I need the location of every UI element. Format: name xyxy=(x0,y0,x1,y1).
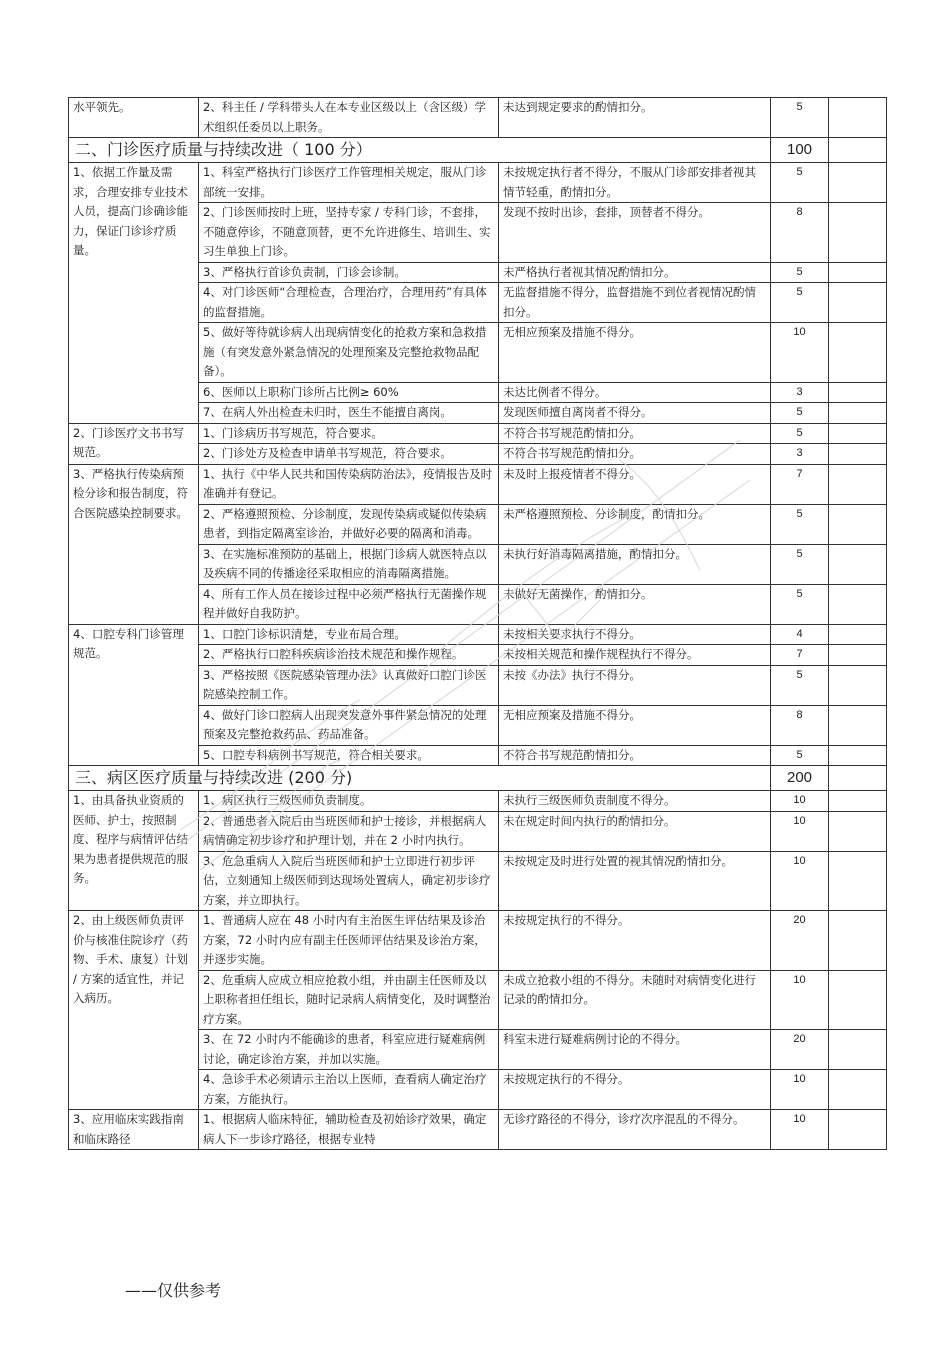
remark-cell xyxy=(829,138,887,163)
remark-cell xyxy=(829,403,887,424)
remark-cell xyxy=(829,262,887,283)
standard-cell: 3、严格执行首诊负责制，门诊会诊制。 xyxy=(199,262,499,283)
remark-cell xyxy=(829,1070,887,1110)
deduction-cell: 发现不按时出诊，套排，顶替者不得分。 xyxy=(499,203,771,263)
deduction-cell: 未按规定执行的不得分。 xyxy=(499,911,771,971)
standard-cell: 2、严格执行口腔科疾病诊治技术规范和操作规程。 xyxy=(199,645,499,666)
remark-cell xyxy=(829,98,887,138)
deduction-cell: 未执行三级医师负责制度不得分。 xyxy=(499,791,771,812)
deduction-cell: 未成立抢救小组的不得分。未随时对病情变化进行记录的酌情扣分。 xyxy=(499,970,771,1030)
remark-cell xyxy=(829,444,887,465)
score-cell: 5 xyxy=(771,262,829,283)
standard-cell: 1、病区执行三级医师负责制度。 xyxy=(199,791,499,812)
deduction-cell: 不符合书写规范酌情扣分。 xyxy=(499,423,771,444)
deduction-cell: 科室未进行疑难病例讨论的不得分。 xyxy=(499,1030,771,1070)
score-cell: 5 xyxy=(771,423,829,444)
remark-cell xyxy=(829,504,887,544)
score-cell: 5 xyxy=(771,665,829,705)
score-cell: 5 xyxy=(771,504,829,544)
score-cell: 5 xyxy=(771,283,829,323)
standard-cell: 1、普通病人应在 48 小时内有主治医生评估结果及诊治方案，72 小时内应有副主任医师评估结果及诊治方案，并逐步实施。 xyxy=(199,911,499,971)
remark-cell xyxy=(829,1110,887,1150)
standard-cell: 2、门诊医师按时上班，坚持专家 / 专科门诊，不套排，不随意停诊，不随意顶替，更不允许进修生、培训生、实习生单独上门诊。 xyxy=(199,203,499,263)
deduction-cell: 未按规定及时进行处置的视其情况酌情扣分。 xyxy=(499,851,771,911)
deduction-cell: 无监督措施不得分，监督措施不到位者视情况酌情扣分。 xyxy=(499,283,771,323)
deduction-cell: 不符合书写规范酌情扣分。 xyxy=(499,444,771,465)
score-cell: 7 xyxy=(771,464,829,504)
deduction-cell: 未达到规定要求的酌情扣分。 xyxy=(499,98,771,138)
score-cell: 5 xyxy=(771,163,829,203)
standard-cell: 5、做好等待就诊病人出现病情变化的抢救方案和急救措施（有突发意外紧急情况的处理预案及完整抢救物品配备）。 xyxy=(199,323,499,383)
score-cell: 5 xyxy=(771,98,829,138)
category-cell: 1、由具备执业资质的医师、护士，按照制度、程序与病情评估结果为患者提供规范的服务。 xyxy=(69,791,199,911)
category-cell: 3、应用临床实践指南和临床路径 xyxy=(69,1110,199,1150)
remark-cell xyxy=(829,323,887,383)
standard-cell: 2、普通患者入院后由当班医师和护士接诊，并根据病人病情确定初步诊疗和护理计划，并在 2 小时内执行。 xyxy=(199,811,499,851)
remark-cell xyxy=(829,203,887,263)
standard-cell: 1、科室严格执行门诊医疗工作管理相关规定，服从门诊部统一安排。 xyxy=(199,163,499,203)
table-row xyxy=(69,163,887,203)
remark-cell xyxy=(829,766,887,791)
standard-cell: 6、医师以上职称门诊所占比例≥ 60% xyxy=(199,382,499,403)
remark-cell xyxy=(829,705,887,745)
score-cell: 10 xyxy=(771,970,829,1030)
table-row xyxy=(69,624,887,645)
deduction-cell: 未按相关规范和操作规程执行不得分。 xyxy=(499,645,771,666)
deduction-cell: 未按相关要求执行不得分。 xyxy=(499,624,771,645)
standard-cell: 2、门诊处方及检查申请单书写规范，符合要求。 xyxy=(199,444,499,465)
standard-cell: 4、对门诊医师“合理检查，合理治疗，合理用药”有具体的监督措施。 xyxy=(199,283,499,323)
evaluation-table xyxy=(68,97,887,1150)
score-cell: 8 xyxy=(771,705,829,745)
section-total-score: 200 xyxy=(771,766,829,791)
score-cell: 10 xyxy=(771,811,829,851)
deduction-cell: 未执行好消毒隔离措施，酌情扣分。 xyxy=(499,544,771,584)
category-cell: 4、口腔专科门诊管理规范。 xyxy=(69,624,199,766)
table-row xyxy=(69,791,887,812)
deduction-cell: 未严格遵照预检、分诊制度，酌情扣分。 xyxy=(499,504,771,544)
remark-cell xyxy=(829,423,887,444)
deduction-cell: 未做好无菌操作，酌情扣分。 xyxy=(499,584,771,624)
deduction-cell: 未及时上报疫情者不得分。 xyxy=(499,464,771,504)
score-cell: 20 xyxy=(771,1030,829,1070)
remark-cell xyxy=(829,645,887,666)
deduction-cell: 不符合书写规范酌情扣分。 xyxy=(499,745,771,766)
section-title: 三、病区医疗质量与持续改进 (200 分) xyxy=(69,766,771,791)
remark-cell xyxy=(829,1030,887,1070)
deduction-cell: 未在规定时间内执行的酌情扣分。 xyxy=(499,811,771,851)
score-cell: 7 xyxy=(771,645,829,666)
section-header-row xyxy=(69,766,887,791)
score-cell: 5 xyxy=(771,745,829,766)
standard-cell: 2、严格遵照预检、分诊制度，发现传染病或疑似传染病患者，到指定隔离室诊治，并做好必要的隔离和消毒。 xyxy=(199,504,499,544)
score-cell: 4 xyxy=(771,624,829,645)
table-row xyxy=(69,98,887,138)
remark-cell xyxy=(829,811,887,851)
category-cell: 2、门诊医疗文书书写规范。 xyxy=(69,423,199,464)
remark-cell xyxy=(829,911,887,971)
deduction-cell: 未按规定执行的不得分。 xyxy=(499,1070,771,1110)
remark-cell xyxy=(829,163,887,203)
section-title: 二、门诊医疗质量与持续改进（ 100 分） xyxy=(69,138,771,163)
score-cell: 20 xyxy=(771,911,829,971)
remark-cell xyxy=(829,544,887,584)
remark-cell xyxy=(829,584,887,624)
deduction-cell: 未按规定执行者不得分，不服从门诊部安排者视其情节轻重，酌情扣分。 xyxy=(499,163,771,203)
standard-cell: 1、执行《中华人民共和国传染病防治法》，疫情报告及时准确并有登记。 xyxy=(199,464,499,504)
score-cell: 10 xyxy=(771,791,829,812)
standard-cell: 5、口腔专科病例书写规范，符合相关要求。 xyxy=(199,745,499,766)
remark-cell xyxy=(829,283,887,323)
deduction-cell: 发现医师擅自离岗者不得分。 xyxy=(499,403,771,424)
category-cell: 2、由上级医师负责评价与核准住院诊疗（药物、手术、康复）计划 / 方案的适宜性，并记入病历。 xyxy=(69,911,199,1110)
score-cell: 10 xyxy=(771,1070,829,1110)
standard-cell: 2、危重病人应成立相应抢救小组，并由副主任医师及以上职称者担任组长，随时记录病人病情变化，及时调整治疗方案。 xyxy=(199,970,499,1030)
score-cell: 10 xyxy=(771,851,829,911)
remark-cell xyxy=(829,851,887,911)
category-cell: 1、依据工作量及需求，合理安排专业技术人员，提高门诊确诊能力，保证门诊诊疗质量。 xyxy=(69,163,199,424)
score-cell: 3 xyxy=(771,444,829,465)
deduction-cell: 未按《办法》执行不得分。 xyxy=(499,665,771,705)
standard-cell: 4、所有工作人员在接诊过程中必须严格执行无菌操作规程并做好自我防护。 xyxy=(199,584,499,624)
standard-cell: 4、做好门诊口腔病人出现突发意外事件紧急情况的处理预案及完整抢救药品、药品准备。 xyxy=(199,705,499,745)
table-row xyxy=(69,1110,887,1150)
section-total-score: 100 xyxy=(771,138,829,163)
standard-cell: 3、危急重病人入院后当班医师和护士立即进行初步评估，立刻通知上级医师到达现场处置病人，确定初步诊疗方案，并立即执行。 xyxy=(199,851,499,911)
score-cell: 5 xyxy=(771,403,829,424)
remark-cell xyxy=(829,745,887,766)
score-cell: 5 xyxy=(771,544,829,584)
standard-cell: 1、口腔门诊标识清楚，专业布局合理。 xyxy=(199,624,499,645)
standard-cell: 3、在 72 小时内不能确诊的患者，科室应进行疑难病例讨论，确定诊治方案，并加以实施。 xyxy=(199,1030,499,1070)
evaluation-document xyxy=(68,97,886,1150)
standard-cell: 2、科主任 / 学科带头人在本专业区级以上（含区级）学术组织任委员以上职务。 xyxy=(199,98,499,138)
standard-cell: 3、在实施标准预防的基础上，根据门诊病人就医特点以及疾病不同的传播途径采取相应的消毒隔离措施。 xyxy=(199,544,499,584)
deduction-cell: 未严格执行者视其情况酌情扣分。 xyxy=(499,262,771,283)
score-cell: 3 xyxy=(771,382,829,403)
footer-note: ——仅供参考 xyxy=(125,1281,222,1300)
category-cell: 水平领先。 xyxy=(69,98,199,138)
remark-cell xyxy=(829,665,887,705)
standard-cell: 3、严格按照《医院感染管理办法》认真做好口腔门诊医院感染控制工作。 xyxy=(199,665,499,705)
deduction-cell: 无相应预案及措施不得分。 xyxy=(499,323,771,383)
remark-cell xyxy=(829,791,887,812)
deduction-cell: 未达比例者不得分。 xyxy=(499,382,771,403)
score-cell: 5 xyxy=(771,584,829,624)
category-cell: 3、严格执行传染病预检分诊和报告制度，符合医院感染控制要求。 xyxy=(69,464,199,624)
remark-cell xyxy=(829,382,887,403)
standard-cell: 4、急诊手术必须请示主治以上医师，查看病人确定治疗方案，方能执行。 xyxy=(199,1070,499,1110)
standard-cell: 1、根据病人临床特征，辅助检查及初始诊疗效果，确定病人下一步诊疗路径，根据专业特 xyxy=(199,1110,499,1150)
table-row xyxy=(69,464,887,504)
table-row xyxy=(69,911,887,971)
remark-cell xyxy=(829,970,887,1030)
standard-cell: 1、门诊病历书写规范，符合要求。 xyxy=(199,423,499,444)
score-cell: 10 xyxy=(771,1110,829,1150)
standard-cell: 7、在病人外出检查未归时，医生不能擅自离岗。 xyxy=(199,403,499,424)
deduction-cell: 无诊疗路径的不得分，诊疗次序混乱的不得分。 xyxy=(499,1110,771,1150)
remark-cell xyxy=(829,624,887,645)
score-cell: 10 xyxy=(771,323,829,383)
score-cell: 8 xyxy=(771,203,829,263)
table-row xyxy=(69,423,887,444)
section-header-row xyxy=(69,138,887,163)
deduction-cell: 无相应预案及措施不得分。 xyxy=(499,705,771,745)
remark-cell xyxy=(829,464,887,504)
